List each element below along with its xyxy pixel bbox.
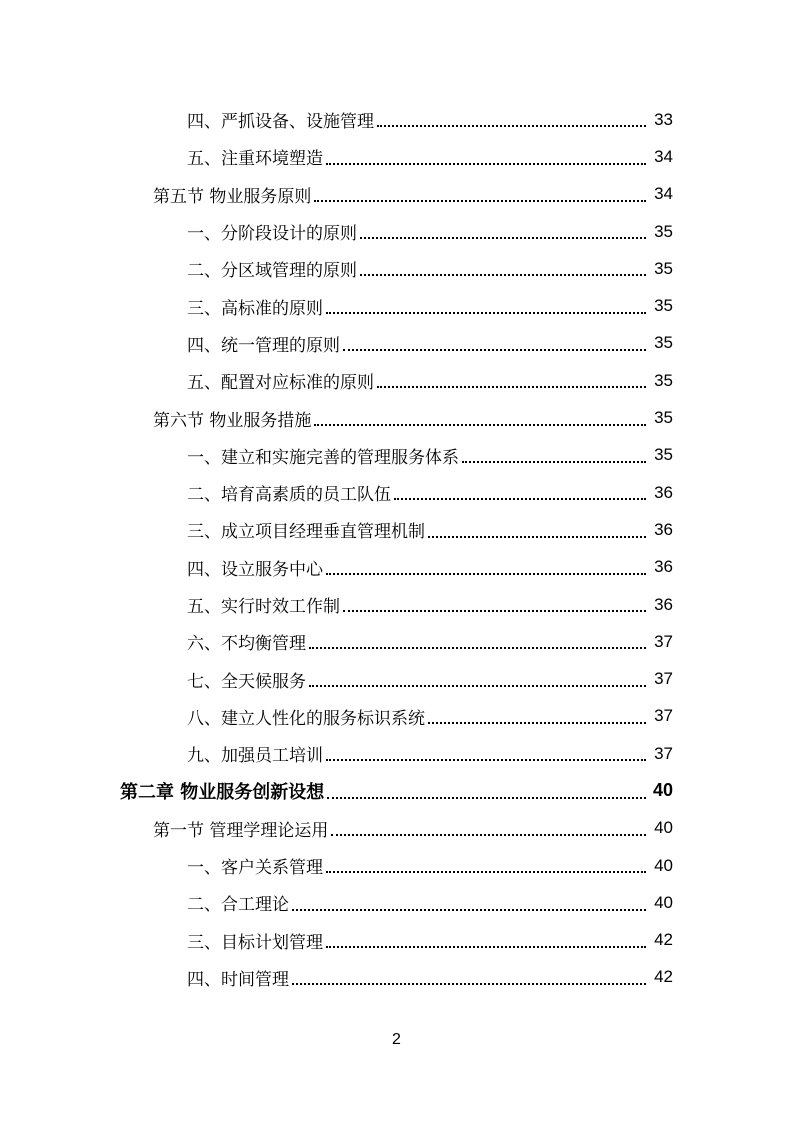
toc-entry[interactable] [0,735,793,772]
toc-entry-page: 36 [654,557,673,577]
toc-entry-title: 四、严抓设备、设施管理 [187,112,374,133]
toc-entry-title: 三、成立项目经理垂直管理机制 [187,522,425,543]
toc-entry-title: 一、建立和实施完善的管理服务体系 [187,447,459,468]
toc-entry[interactable] [0,437,793,474]
toc-entry[interactable] [0,922,793,959]
dot-leader [326,572,646,575]
toc-entry-title: 一、分阶段设计的原则 [187,224,357,245]
dot-leader [343,609,646,612]
toc-entry-title: 二、培育高素质的员工队伍 [187,485,391,506]
dot-leader [292,908,646,911]
toc-entry-title: 三、目标计划管理 [187,932,323,953]
toc-entry-page: 35 [654,258,673,278]
toc-entry-page: 35 [654,445,673,465]
toc-entry-title: 四、设立服务中心 [187,559,323,580]
dot-leader [314,199,646,202]
dot-leader [326,162,646,165]
dot-leader [462,460,646,463]
toc-section-entry[interactable] [0,176,793,213]
toc-entry-page: 34 [654,146,673,166]
toc-entry-title: 第一节 管理学理论运用 [153,820,329,841]
toc-entry[interactable] [0,959,793,996]
dot-leader [428,535,646,538]
dot-leader [326,870,646,873]
toc-entry[interactable] [0,101,793,138]
toc-entry[interactable] [0,474,793,511]
dot-leader [343,348,646,351]
toc-entry-page: 37 [654,743,673,763]
toc-entry-page: 40 [654,892,673,912]
toc-entry-title: 第五节 物业服务原则 [153,186,312,207]
dot-leader [326,311,646,314]
toc-entry[interactable] [0,698,793,735]
toc-entry[interactable] [0,250,793,287]
toc-entry-page: 42 [654,930,673,950]
page-number: 2 [392,1031,401,1048]
toc-entry-title: 八、建立人性化的服务标识系统 [187,708,425,729]
toc-entry-title: 七、全天候服务 [187,671,306,692]
toc-entry[interactable] [0,623,793,660]
dot-leader [377,124,646,127]
toc-entry-page: 35 [654,296,673,316]
toc-entry-title: 四、时间管理 [187,969,289,990]
toc-entry-page: 34 [654,184,673,204]
toc-entry-page: 37 [654,706,673,726]
dot-leader [331,833,646,836]
toc-entry-page: 36 [654,482,673,502]
toc-entry[interactable] [0,287,793,324]
toc-entry[interactable] [0,511,793,548]
dot-leader [327,796,646,799]
dot-leader [377,385,646,388]
toc-entry[interactable] [0,362,793,399]
toc-entry-page: 36 [654,519,673,539]
toc-entry-title: 二、合工理论 [187,895,289,916]
toc-entry-page: 40 [652,780,673,801]
toc-entry-title: 六、不均衡管理 [187,634,306,655]
toc-entry-title: 五、注重环境塑造 [187,149,323,170]
toc-section-entry[interactable] [0,399,793,436]
dot-leader [326,758,646,761]
toc-entry-title: 九、加强员工培训 [187,746,323,767]
toc-entry-title: 第六节 物业服务措施 [153,410,312,431]
toc-entry-page: 40 [654,855,673,875]
toc-entry-title: 五、配置对应标准的原则 [187,373,374,394]
dot-leader [314,423,646,426]
dot-leader [360,273,646,276]
toc-entry[interactable] [0,213,793,250]
toc-entry-page: 35 [654,408,673,428]
toc-entry-title: 一、客户关系管理 [187,858,323,879]
toc-entry-page: 42 [654,967,673,987]
toc-entry[interactable] [0,549,793,586]
toc-entry-title: 二、分区域管理的原则 [187,261,357,282]
toc-entry-page: 33 [654,109,673,129]
toc-entry-title: 五、实行时效工作制 [187,597,340,617]
toc-entry-page: 35 [654,221,673,241]
toc-section-entry[interactable] [0,810,793,847]
toc-entry[interactable] [0,660,793,697]
dot-leader [309,684,646,687]
toc-entry[interactable] [0,884,793,921]
toc-entry-title: 三、高标准的原则 [187,298,323,319]
toc-entry-page: 35 [654,333,673,353]
toc-entry-page: 37 [654,631,673,651]
dot-leader [326,945,646,948]
table-of-contents [0,101,793,996]
toc-entry-title: 第二章 物业服务创新设想 [120,781,325,803]
toc-entry[interactable] [0,325,793,362]
toc-entry-page: 35 [654,370,673,390]
dot-leader [360,236,646,239]
dot-leader [394,497,646,500]
toc-entry-page: 40 [654,818,673,838]
toc-entry[interactable] [0,138,793,175]
toc-entry[interactable] [0,847,793,884]
dot-leader [292,982,646,985]
toc-entry-page: 37 [654,669,673,689]
dot-leader [428,721,646,724]
toc-chapter-entry[interactable] [0,772,793,809]
dot-leader [309,646,646,649]
toc-entry-title: 四、统一管理的原则 [187,335,340,356]
toc-entry-page: 36 [654,594,673,614]
toc-entry[interactable] [0,586,793,623]
